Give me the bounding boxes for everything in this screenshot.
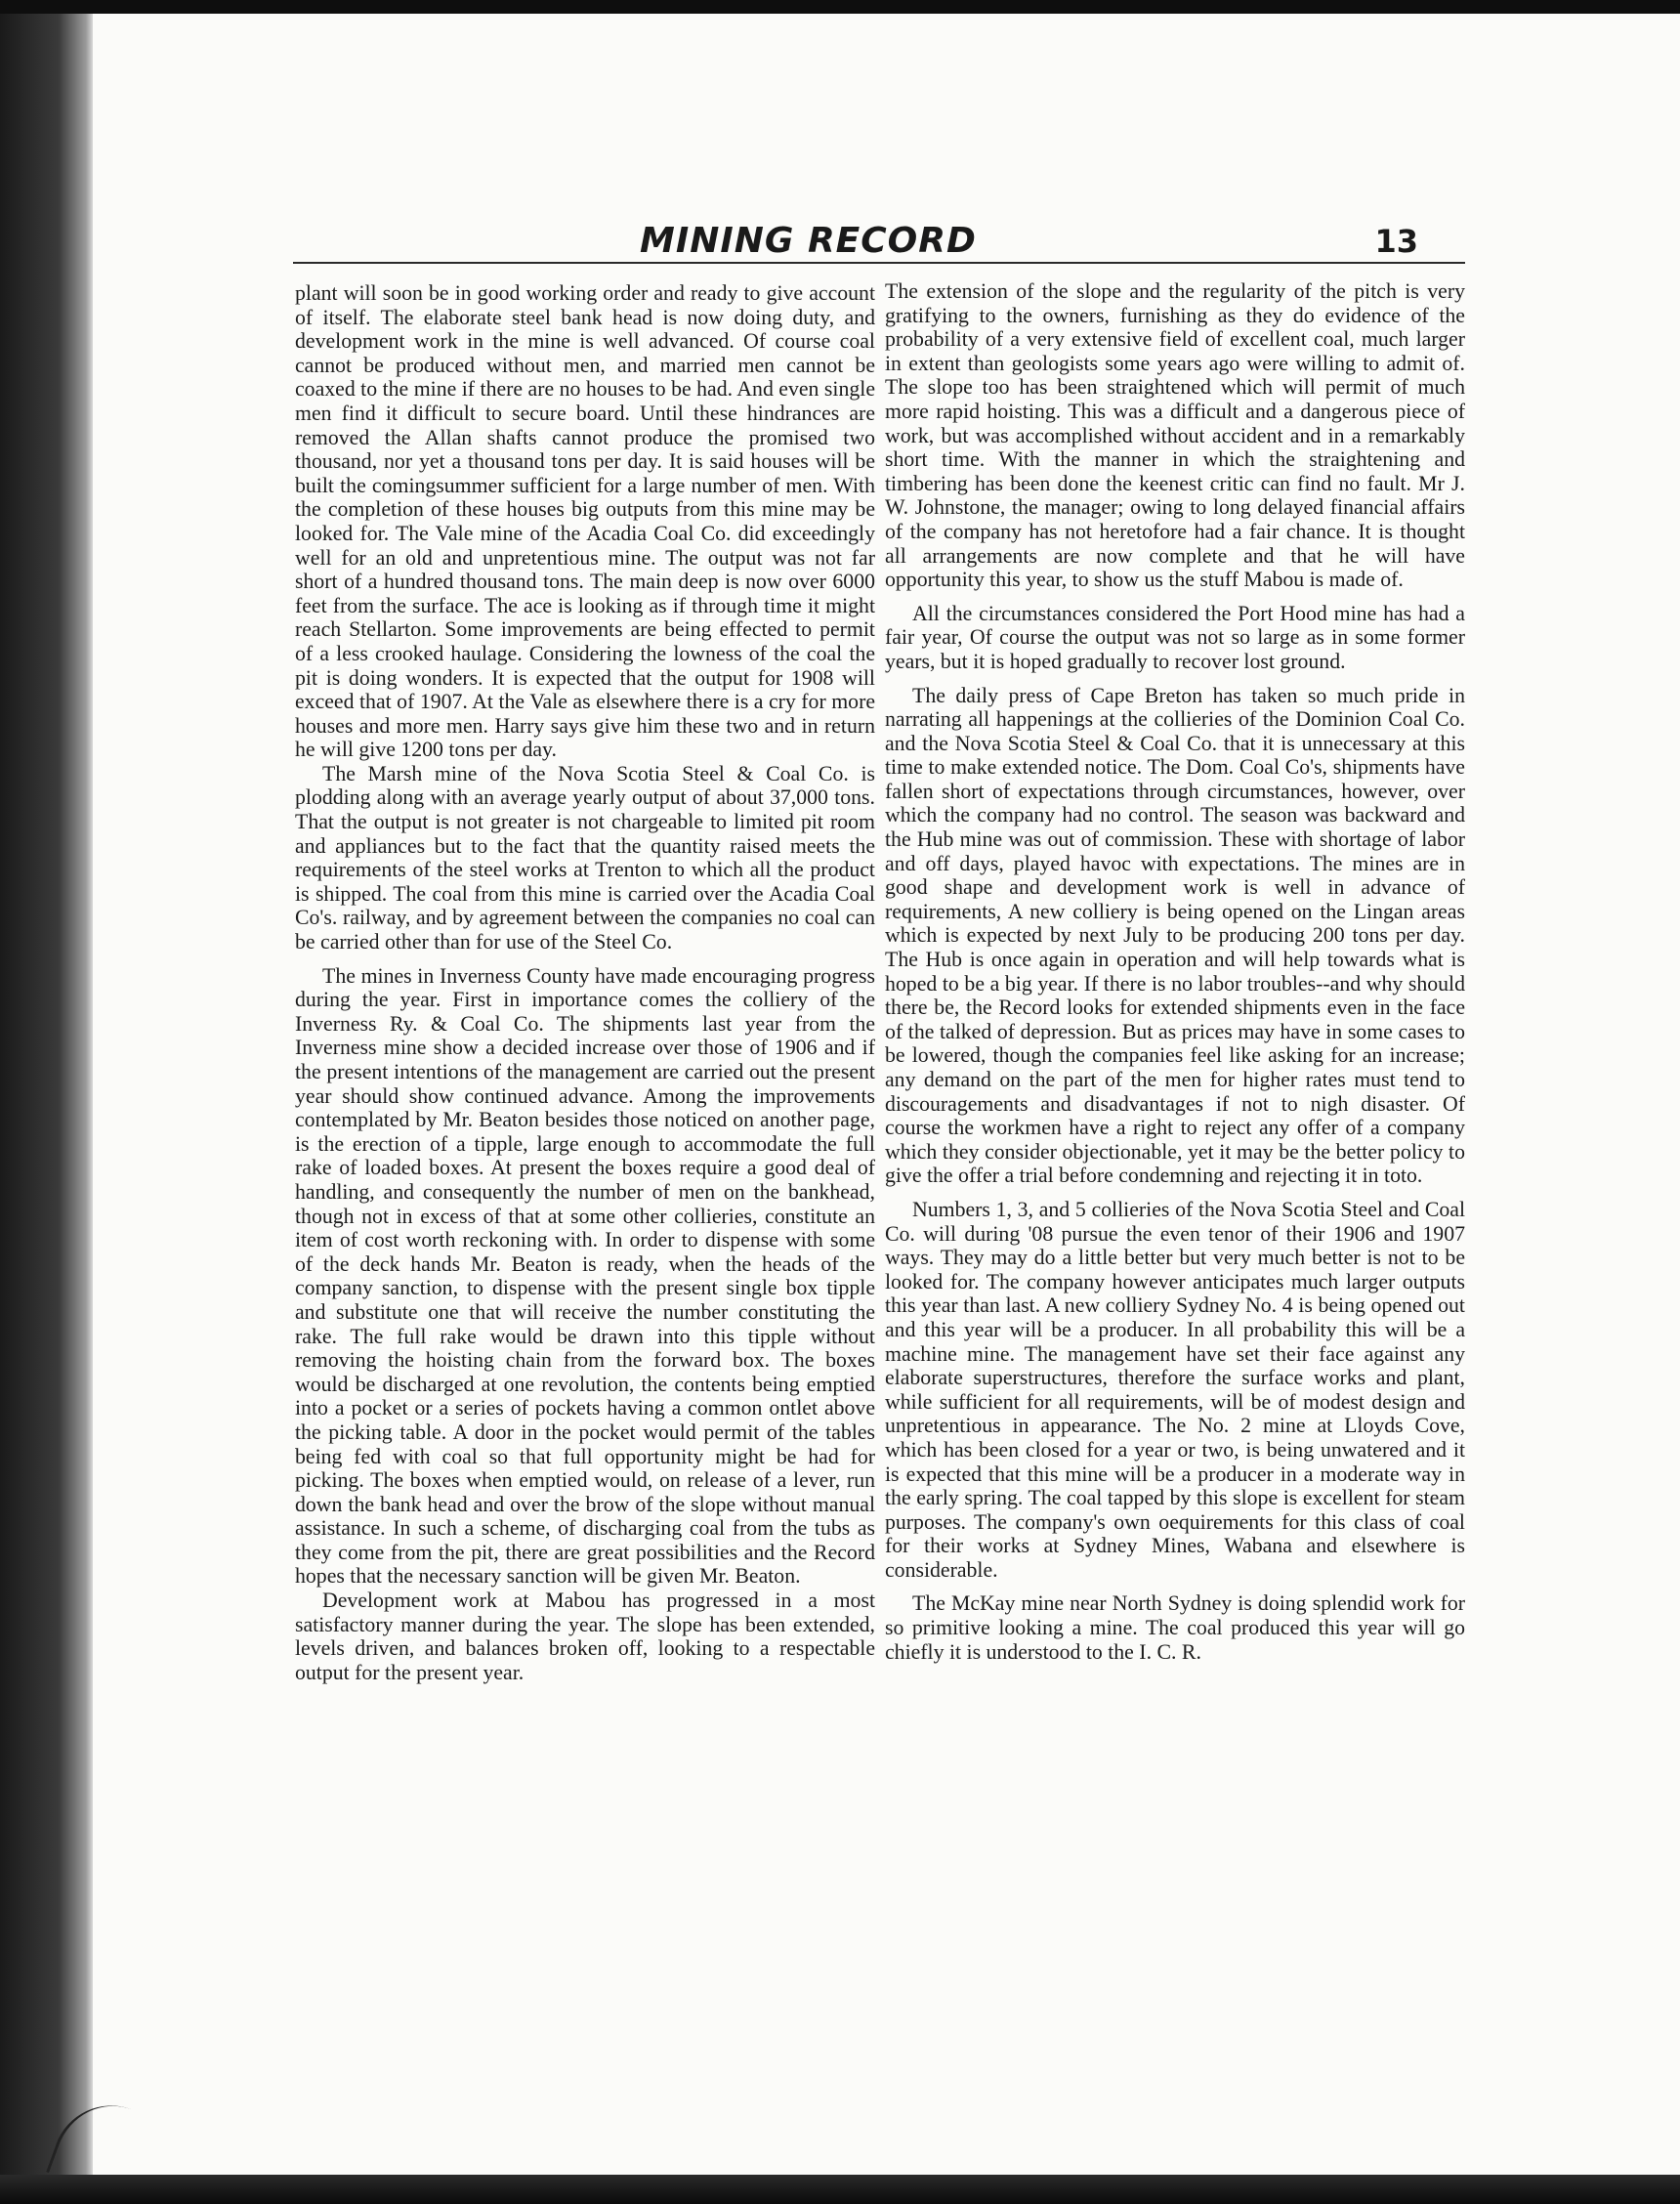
article-column-right [885,279,1465,1664]
scan-bottom-border [0,2175,1680,2204]
paragraph: The mines in Inverness County have made encouraging progress during the year. First in importance comes the colliery of the Inverness Ry. & Coal Co. The shipments last year from the Inverness mine show a decided increase over those of 1906 and if the present intentions of the management are carried out the present year should show continued advance. Among the improvements contemplated by Mr. Beaton besides those noticed on another page, is the erection of a tipple, large enough to accommodate the full rake of loaded boxes. At present the boxes require a good deal of handling, and consequently the number of men on the bankhead, though not in excess of that at some other collieries, constitute an item of cost worth reckoning with. In order to dispense with some of the deck hands Mr. Beaton is ready, when the heads of the company sanction, to dispense with the present single box tipple and substitute one that will receive the number constituting the rake. The full rake would be drawn into this tipple without removing the hoisting chain from the forward box. The boxes would be discharged at one revolution, the contents being emptied into a pocket or a series of pockets having a common ontlet above the picking table. A door in the pocket would permit of the tables being fed with coal so that full opportunity might be had for picking. The boxes when emptied would, on release of a lever, run down the bank head and over the brow of the slope without manual assistance. In such a scheme, of discharging coal from the tubs as they come from the pit, there are great possibilities and the Record hopes that the necessary sanction will be given Mr. Beaton. [295,963,875,1589]
paragraph: All the circumstances considered the Port Hood mine has had a fair year, Of course the output was not so large as in some former years, but it is hoped gradually to recover lost ground. [885,601,1465,673]
article-column-left [295,281,875,1684]
paragraph: plant will soon be in good working order and ready to give account of itself. The elaborate steel bank head is now doing duty, and development work in the mine is well advanced. Of course coal cannot be produced without men, and married men cannot be coaxed to the mine if there are no houses to be had. And even single men find it difficult to secure board. Until these hindrances are removed the Allan shafts cannot produce the promised two thousand, nor yet a thousand tons per day. It is said houses will be built the comingsummer sufficient for a large number of men. With the completion of these houses big outputs from this mine may be looked for. The Vale mine of the Acadia Coal Co. did exceedingly well for an old and unpretentious mine. The output was not far short of a hundred thousand tons. The main deep is now over 6000 feet from the surface. The ace is looking as if through time it might reach Stellarton. Some improvements are being effected to permit of a less crooked haulage. Considering the lowness of the coal the pit is doing wonders. It is expected that the output for 1908 will exceed that of 1907. At the Vale as elsewhere there is a cry for more houses and more men. Harry says give him these two and in return he will give 1200 tons per day. [295,281,875,762]
page-header [293,217,1465,266]
paragraph: Numbers 1, 3, and 5 collieries of the Nova Scotia Steel and Coal Co. will during '08 pursue the even tenor of their 1906 and 1907 ways. They may do a little better but very much better is not to be looked for. The company however anticipates much larger outputs this year than last. A new colliery Sydney No. 4 is being opened out and this year will be a producer. In all probability this will be a machine mine. The management have set their face against any elaborate superstructures, therefore the surface works and plant, while sufficient for all requirements, will be of modest design and unpretentious in appearance. The No. 2 mine at Lloyds Cove, which has been closed for a year or two, is being unwatered and it is expected that this mine will be a producer in a moderate way in the early spring. The coal tapped by this slope is excellent for steam purposes. The company's own oequirements for this class of coal for their works at Sydney Mines, Wabana and elsewhere is considerable. [885,1197,1465,1582]
paragraph: Development work at Mabou has progressed in a most satisfactory manner during the year. The slope has been extended, levels driven, and balances broken off, looking to a respectable output for the present year. [295,1589,875,1684]
paragraph: The extension of the slope and the regularity of the pitch is very gratifying to the owners, furnishing as they do evidence of the probability of a very extensive field of excellent coal, much larger in extent than geologists some years ago were willing to admit of. The slope too has been straightened which will permit of much more rapid hoisting. This was a difficult and a dangerous piece of work, but was accomplished without accident and in a remarkably short time. With the manner in which the straightening and timbering has been done the keenest critic can find no fault. Mr J. W. Johnstone, the manager; owing to long delayed financial affairs of the company has not heretofore had a fair chance. It is thought all arrangements are now complete and that he will have opportunity this year, to show us the stuff Mabou is made of. [885,279,1465,592]
header-rule [293,262,1465,264]
paragraph: The McKay mine near North Sydney is doing splendid work for so primitive looking a mine. The coal produced this year will go chiefly it is understood to the I. C. R. [885,1591,1465,1664]
scan-binding-edge [0,14,93,2204]
scan-top-border [0,0,1680,14]
paragraph: The daily press of Cape Breton has taken so much pride in narrating all happenings at the collieries of the Dominion Coal Co. and the Nova Scotia Steel & Coal Co. that it is unnecessary at this time to make extended notice. The Dom. Coal Co's, shipments have fallen short of expectations through circumstances, however, over which the company had no control. The season was backward and the Hub mine was out of commission. These with shortage of labor and off days, played havoc with expectations. The mines are in good shape and development work is well in advance of requirements, A new colliery is being opened on the Lingan areas which is expected by next July to be producing 200 tons per day. The Hub is once again in operation and will help towards what is hoped to be a big year. If there is no labor troubles--and why should there be, the Record looks for extended shipments even in the face of the talked of depression. But as prices may have in some cases to be lowered, though the companies feel like asking for an increase; any demand on the part of the men for higher rates must tend to discouragements and disadvantages if not to nigh disaster. Of course the workmen have a right to reject any offer of a company which they consider objectionable, yet it may be the better policy to give the offer a trial before condemning and rejecting it in toto. [885,683,1465,1188]
publication-title: MINING RECORD [640,221,977,261]
page-number: 13 [1374,223,1418,260]
paragraph: The Marsh mine of the Nova Scotia Steel & Coal Co. is plodding along with an average yearly output of about 37,000 tons. That the output is not greater is not chargeable to limited pit room and appliances but to the fact that the quantity raised meets the requirements of the steel works at Trenton to which all the product is shipped. The coal from this mine is carried over the Acadia Coal Co's. railway, and by agreement between the companies no coal can be carried other than for use of the Steel Co. [295,761,875,954]
